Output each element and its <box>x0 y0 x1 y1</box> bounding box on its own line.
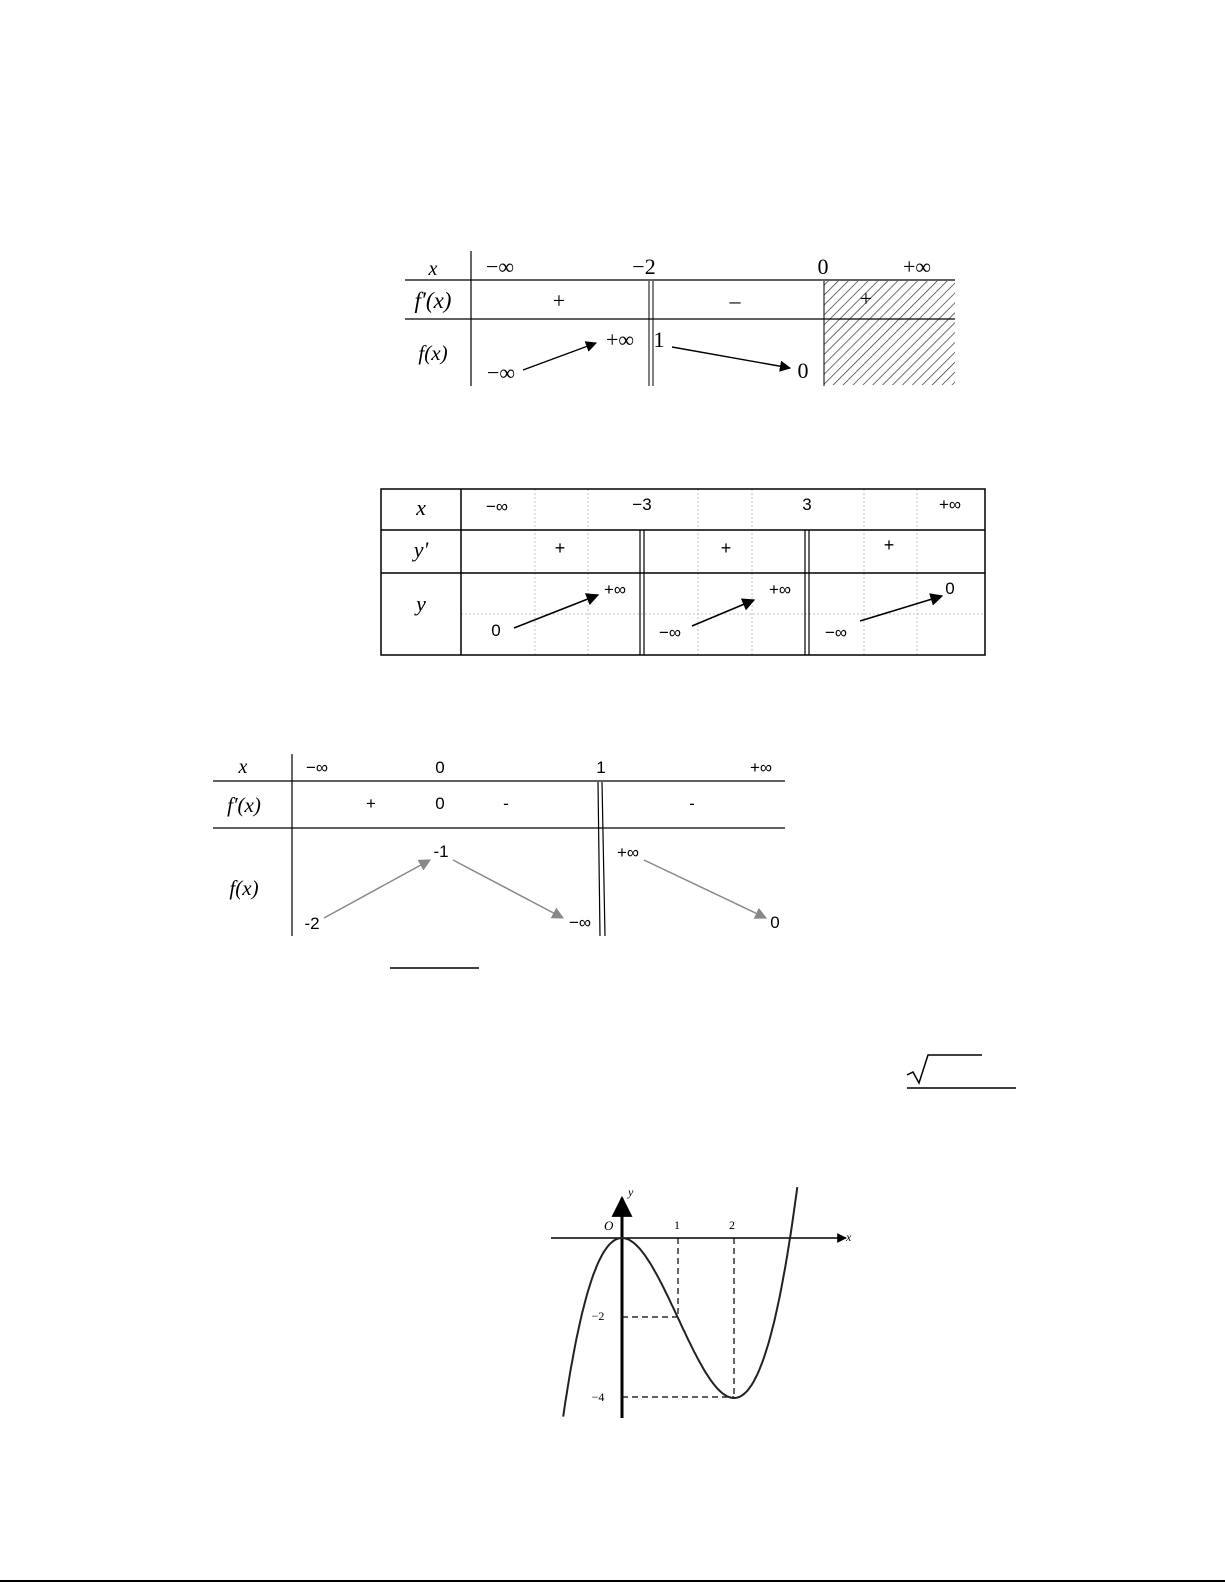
origin-label: O <box>604 1218 614 1233</box>
axis-label-x: x <box>846 1230 852 1244</box>
t3-x-0: −∞ <box>305 758 329 777</box>
t2-label-yprime: y' <box>413 537 429 562</box>
t1-label-fprime: f′(x) <box>414 288 452 313</box>
t1-x-3: +∞ <box>902 254 932 279</box>
t2-y-2-low: −∞ <box>824 623 848 642</box>
t2-label-x: x <box>416 495 426 520</box>
t3-f-after-break: +∞ <box>616 843 640 862</box>
t1-sign-1: – <box>729 288 741 313</box>
t3-f-peak: -1 <box>433 842 449 861</box>
t1-sign-2: + <box>859 286 873 311</box>
t1-label-f: f(x) <box>418 341 448 365</box>
t2-x-0: −∞ <box>485 497 509 516</box>
t3-label-f: f(x) <box>229 876 259 900</box>
t3-x-1: 0 <box>435 758 445 777</box>
y-tick-minus4: −4 <box>591 1390 605 1404</box>
cubic-curve <box>563 1187 797 1417</box>
t2-x-1: −3 <box>632 495 652 514</box>
t2-y-1-high: +∞ <box>768 580 792 599</box>
axis-label-y: y <box>628 1185 634 1199</box>
t2-sign-0: + <box>554 538 566 558</box>
t2-y-1-low: −∞ <box>658 623 682 642</box>
t2-y-0-high: +∞ <box>603 580 627 599</box>
t1-x-0: −∞ <box>485 254 515 279</box>
t2-label-y: y <box>416 591 426 616</box>
t3-f-before-break: −∞ <box>568 913 592 932</box>
t1-label-x: x <box>428 258 438 280</box>
t2-sign-1: + <box>720 538 732 558</box>
page-bottom-rule <box>0 1580 1225 1582</box>
t3-f-start: -2 <box>304 914 320 933</box>
x-tick-1: 1 <box>674 1218 680 1232</box>
x-tick-2: 2 <box>729 1218 735 1232</box>
t1-f-start: −∞ <box>486 360 516 385</box>
t1-f-after-break: 1 <box>653 327 665 352</box>
t1-sign-0: + <box>552 288 566 313</box>
t3-label-x: x <box>238 756 248 778</box>
t1-f-peak: +∞ <box>605 327 635 352</box>
t3-x-2: 1 <box>596 758 606 777</box>
t3-sign-0: + <box>366 794 376 813</box>
t2-y-2-high: 0 <box>945 579 955 598</box>
t3-sign-1: 0 <box>435 794 445 813</box>
t2-x-3: +∞ <box>938 495 962 514</box>
t1-x-2: 0 <box>817 254 829 279</box>
t3-label-fprime: f′(x) <box>227 793 261 817</box>
t2-y-0-low: 0 <box>491 621 501 640</box>
t3-x-3: +∞ <box>749 758 773 777</box>
y-tick-minus2: −2 <box>591 1309 605 1323</box>
t3-sign-3: - <box>689 794 695 813</box>
t3-sign-2: - <box>503 794 509 813</box>
t1-f-end: 0 <box>797 358 809 383</box>
t2-sign-2: + <box>883 535 895 555</box>
t2-x-2: 3 <box>802 495 812 514</box>
t1-x-1: −2 <box>632 254 656 279</box>
t3-f-end: 0 <box>770 913 780 932</box>
